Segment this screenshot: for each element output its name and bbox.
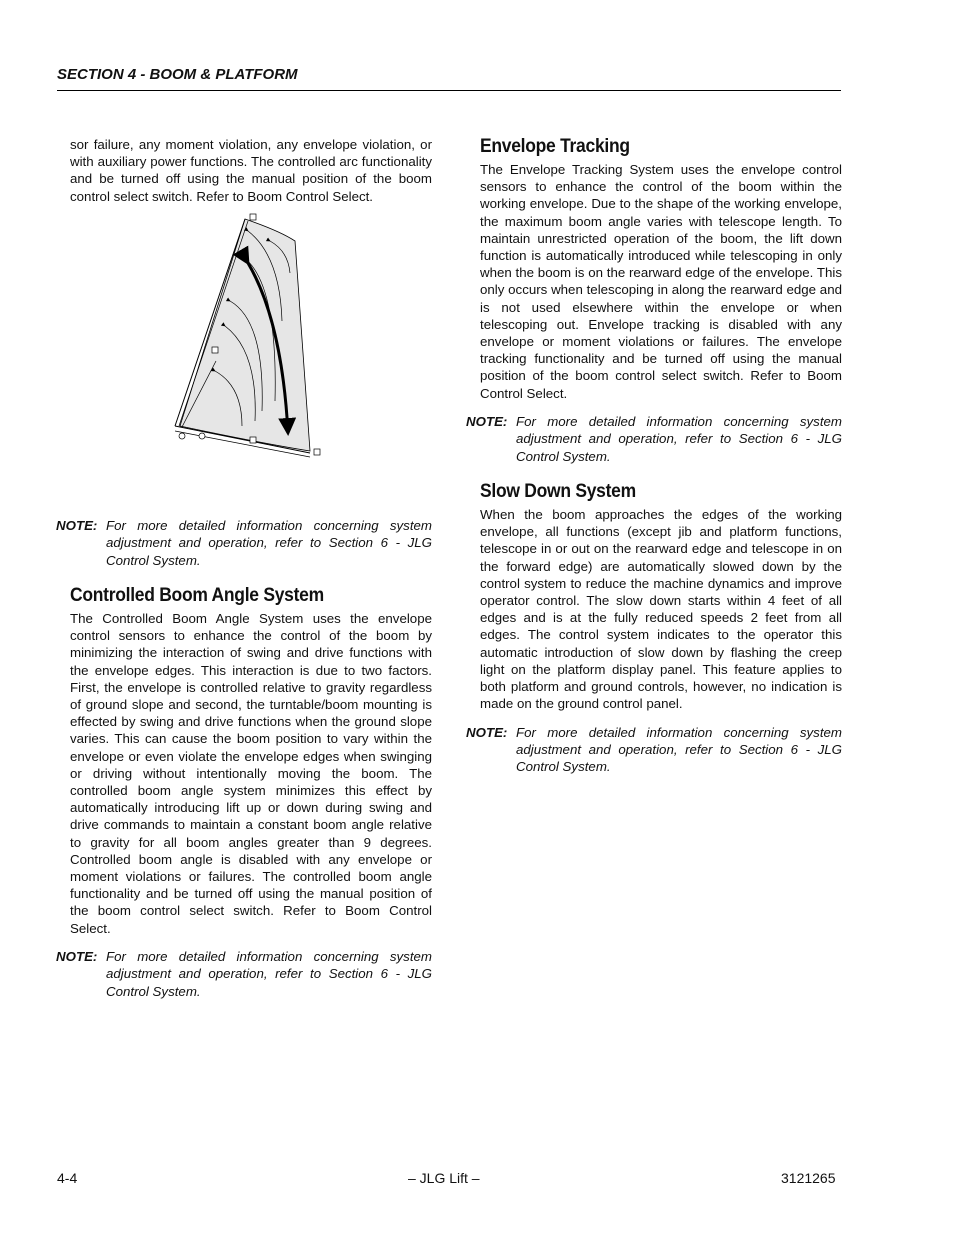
note-1	[56, 517, 432, 569]
footer-doc-number: 3121265	[781, 1170, 836, 1186]
left-column	[56, 136, 432, 1000]
note-text: For more detailed information concerning system adjustment and operation, refer to Section 6 - JLG Control System.	[106, 948, 432, 999]
right-column	[466, 136, 842, 776]
intro-paragraph: sor failure, any moment violation, any envelope violation, or with auxiliary power functions. The controlled arc functionality and be turned off using the manual position of the boom control select switch. Refer to Boom Control Select.	[70, 137, 432, 204]
note-text: For more detailed information concerning system adjustment and operation, refer to Section 6 - JLG Control System.	[516, 724, 842, 775]
note-label: NOTE:	[56, 517, 98, 533]
controlled-boom-paragraph: The Controlled Boom Angle System uses the envelope control sensors to enhance the control of the boom by minimizing the interaction of swing and drive functions with the envelope edges. This interaction is due to two factors. First, the envelope is controlled relative to gravity regardless of ground slope and second, the turntable/boom mounting is effected by swing and drive functions when the ground slope varies. This can cause the boom position to vary within the envelope or even violate the envelope edges when swinging or driving without intentionally moving the boom. The controlled boom angle system minimizes this effect by automatically introducing lift up or down during swing and drive commands to maintain a constant boom angle relative to gravity for all boom angles greater than 9 degrees. Controlled boom angle is disabled with any envelope or moment violations or failures. The controlled boom angle functionality and be turned off using the manual position of the boom control select switch. Refer to Boom Control Select.	[70, 611, 432, 936]
note-label: NOTE:	[56, 948, 98, 964]
section-header: SECTION 4 - BOOM & PLATFORM	[57, 66, 298, 83]
note-3	[466, 413, 842, 465]
note-text: For more detailed information concerning system adjustment and operation, refer to Section 6 - JLG Control System.	[106, 517, 432, 568]
header-divider	[57, 90, 841, 91]
note-4	[466, 724, 842, 776]
slow-down-paragraph: When the boom approaches the edges of the working envelope, all functions (except jib and platform functions, telescope in or out on the rearward edge and telescope in on the forward edge) are automatically slowed down by the control system to reduce the machine dynamics and improve operator control. The slow down starts within 4 feet of all edges and is at the fully reduced speeds 2 feet from all edges. The control system indicates to the operator this automatic introduction of slow down by flashing the creep light on the platform display panel. This feature applies to both platform and ground controls, however, no indication is made on the ground control panel.	[480, 507, 842, 712]
boom-envelope-figure	[170, 211, 330, 461]
footer-page-number: 4-4	[57, 1170, 78, 1186]
envelope-tracking-paragraph: The Envelope Tracking System uses the envelope control sensors to enhance the control of the boom within the working envelope. Due to the shape of the working envelope, the maximum boom angle varies with telescope length. To maintain unrestricted operation of the boom, the lift down function is automatically introduced while telescoping in only when the boom is on the rearward edge of the envelope. This only occurs when telescoping in along the rearward edge and is not used elsewhere within the envelope or when telescoping out. Envelope tracking is disabled with any envelope or moment violations or failures. The envelope tracking functionality and be turned off using the manual position of the boom control select switch. Refer to Boom Control Select.	[480, 162, 842, 401]
footer-center-title: – JLG Lift –	[408, 1170, 480, 1186]
envelope-tracking-heading: Envelope Tracking	[480, 136, 630, 157]
note-label: NOTE:	[466, 724, 508, 740]
note-text: For more detailed information concerning system adjustment and operation, refer to Section 6 - JLG Control System.	[516, 413, 842, 464]
slow-down-heading: Slow Down System	[480, 481, 636, 503]
note-2	[56, 948, 432, 1000]
boom-envelope-diagram-icon	[170, 211, 330, 461]
controlled-boom-heading: Controlled Boom Angle System	[70, 585, 324, 607]
note-label: NOTE:	[466, 413, 508, 429]
